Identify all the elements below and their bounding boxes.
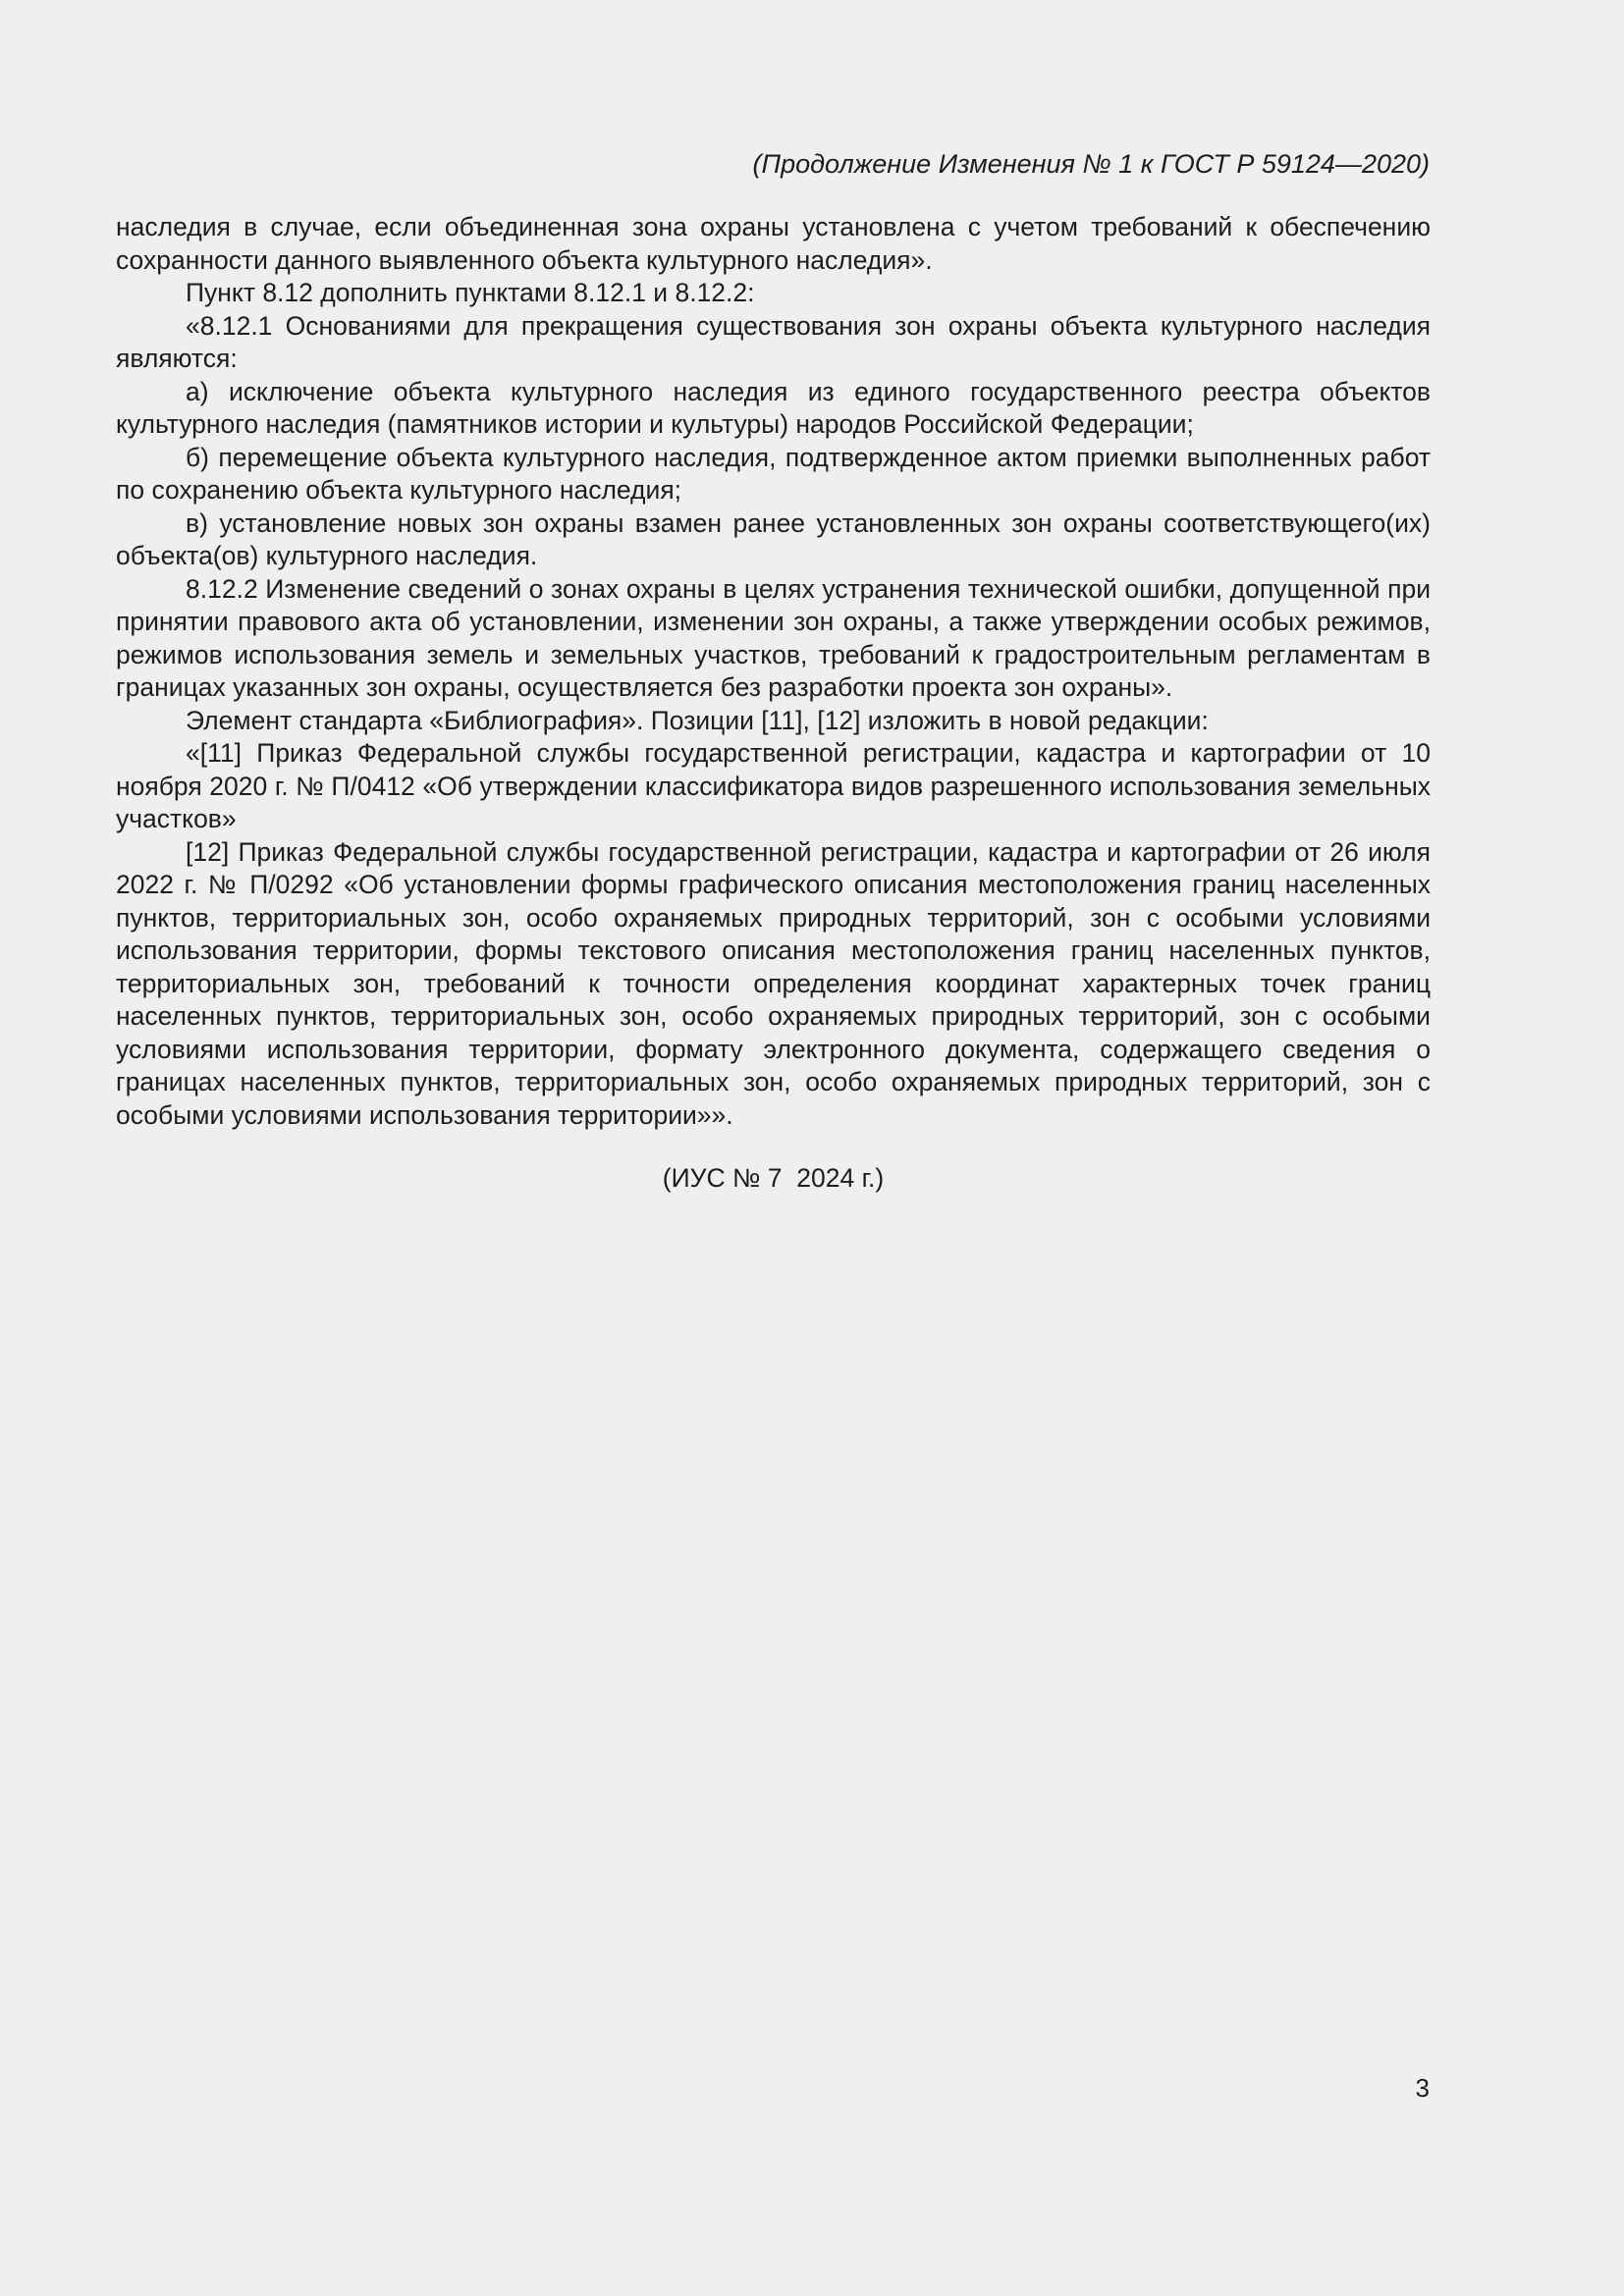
bibliography-entry-11: «[11] Приказ Федеральной службы государственной регистрации, кадастра и картографии от 10 ноября 2020 г. № П/0412 «Об утверждении классификатора видов разрешенного использования земельных участков»	[116, 738, 1431, 833]
paragraph-8-12-1: «8.12.1 Основаниями для прекращения существования зон охраны объекта культурного наследия являются:	[116, 310, 1431, 373]
page-number: 3	[1415, 2073, 1430, 2103]
document-body	[116, 211, 1431, 1132]
list-item-b: б) перемещение объекта культурного наследия, подтвержденное актом приемки выполненных работ по сохранению объекта культурного наследия;	[116, 442, 1431, 505]
paragraph-bibliography-instruction: Элемент стандарта «Библиография». Позиции [11], [12] изложить в новой редакции:	[186, 705, 1209, 735]
paragraph-instruction-8-12: Пункт 8.12 дополнить пунктами 8.12.1 и 8.12.2:	[186, 278, 755, 307]
running-header: (Продолжение Изменения № 1 к ГОСТ Р 59124—2020)	[752, 149, 1430, 179]
paragraph-continuation: наследия в случае, если объединенная зона охраны установлена с учетом требований к обеспечению сохранности данного выявленного объекта культурного наследия».	[116, 212, 1431, 275]
list-item-v: в) установление новых зон охраны взамен ранее установленных зон охраны соответствующего(их) объекта(ов) культурного наследия.	[116, 507, 1431, 570]
ius-reference: (ИУС № 7 2024 г.)	[662, 1163, 885, 1193]
bibliography-entry-12: [12] Приказ Федеральной службы государственной регистрации, кадастра и картографии от 26 июля 2022 г. № П/0292 «Об установлении формы графического описания местоположения границ населенных пунктов, территориальных зон, особо охраняемых природных территорий, зон с особыми условиями использования территории, формы текстового описания местоположения границ населенных пунктов, территориальных зон, требований к точности определения координат характерных точек границ населенных пунктов, территориальных зон, особо охраняемых природных территорий, зон с особыми условиями использования территории, формату электронного документа, содержащего сведения о границах населенных пунктов, территориальных зон, особо охраняемых природных территорий, зон с особыми условиями использования территории»».	[116, 836, 1431, 1130]
paragraph-8-12-2: 8.12.2 Изменение сведений о зонах охраны в целях устранения технической ошибки, допущенной при принятии правового акта об установлении, изменении зон охраны, а также утверждении особых режимов, режимов использования земель и земельных участков, требований к градостроительным регламентам в границах указанных зон охраны, осуществляется без разработки проекта зон охраны».	[116, 573, 1431, 702]
list-item-a: а) исключение объекта культурного наследия из единого государственного реестра объектов культурного наследия (памятников истории и культуры) народов Российской Федерации;	[116, 376, 1431, 439]
